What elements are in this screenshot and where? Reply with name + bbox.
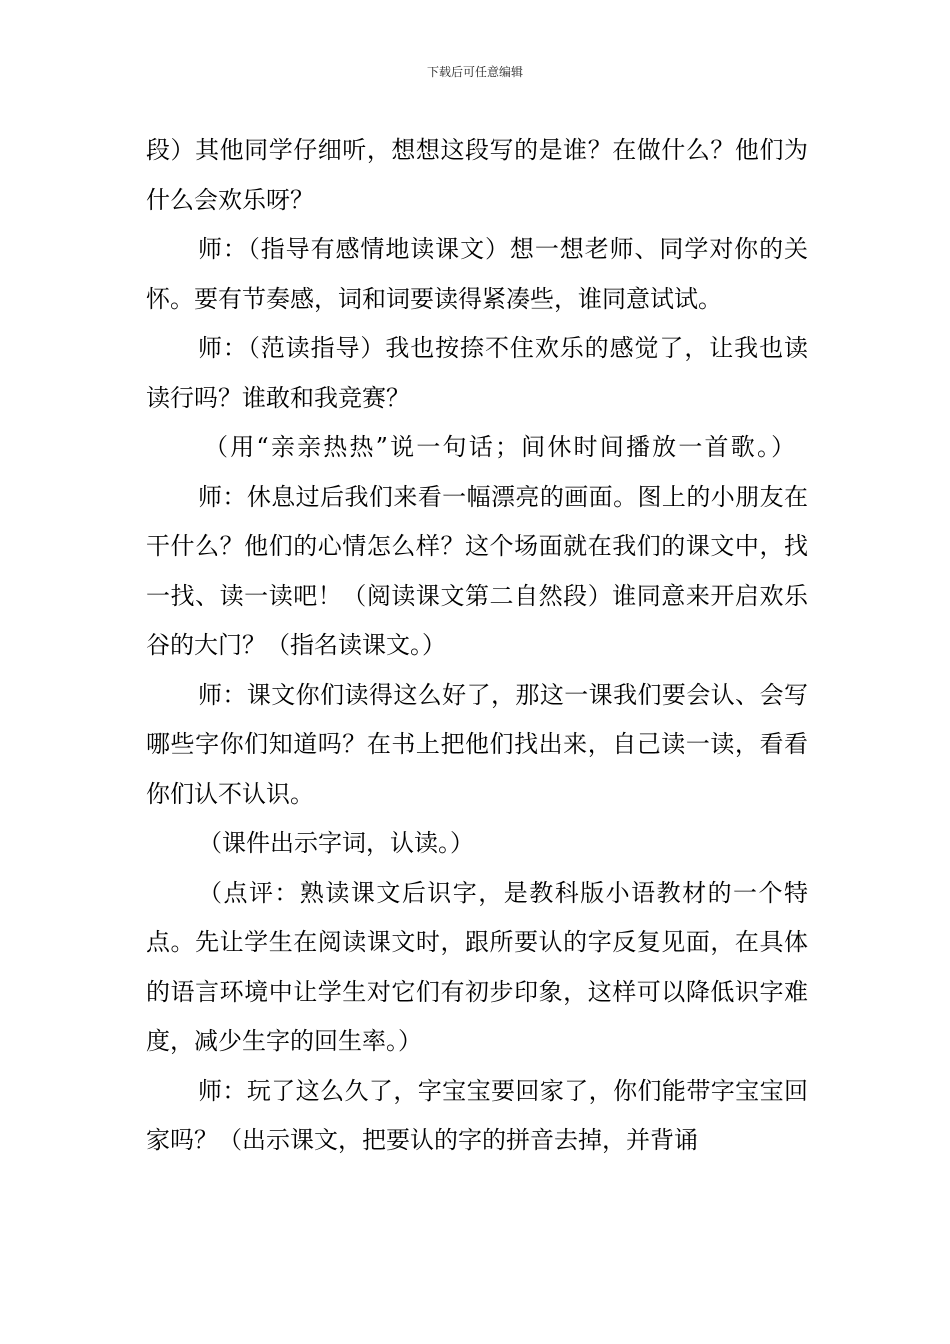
paragraph-3: 师：（范读指导）我也按捺不住欢乐的感觉了，让我也读读行吗？谁敢和我竞赛？	[146, 334, 808, 412]
paragraph-2: 师：（指导有感情地读课文）想一想老师、同学对你的关怀。要有节奏感，词和词要读得紧凑些，谁同意试试。	[146, 235, 808, 313]
paragraph-5: 师：休息过后我们来看一幅漂亮的画面。图上的小朋友在干什么？他们的心情怎么样？这个场面就在我们的课文中，找一找、读一读吧！（阅读课文第二自然段）谁同意来开启欢乐谷的大门？（指名读课文。）	[146, 482, 808, 659]
paragraph-4: （用“亲亲热热”说一句话；间休时间播放一首歌。）	[204, 433, 798, 461]
paragraph-1: 段）其他同学仔细听，想想这段写的是谁？在做什么？他们为什么会欢乐呀？	[146, 136, 808, 214]
page-header: 下载后可任意编辑	[426, 65, 523, 79]
paragraph-7: （课件出示字词，认读。）	[198, 829, 474, 857]
paragraph-8: （点评：熟读课文后识字，是教科版小语教材的一个特点。先让学生在阅读课文时，跟所要认的字反复见面，在具体的语言环境中让学生对它们有初步印象，这样可以降低识字难度，减少生字的回生率。）	[146, 878, 808, 1055]
document-body	[146, 126, 808, 1166]
paragraph-6: 师：课文你们读得这么好了，那这一课我们要会认、会写哪些字你们知道吗？在书上把他们找出来，自己读一读，看看你们认不认识。	[146, 680, 808, 808]
paragraph-9: 师：玩了这么久了，字宝宝要回家了，你们能带字宝宝回家吗？（出示课文，把要认的字的拼音去掉，并背诵	[146, 1076, 808, 1154]
